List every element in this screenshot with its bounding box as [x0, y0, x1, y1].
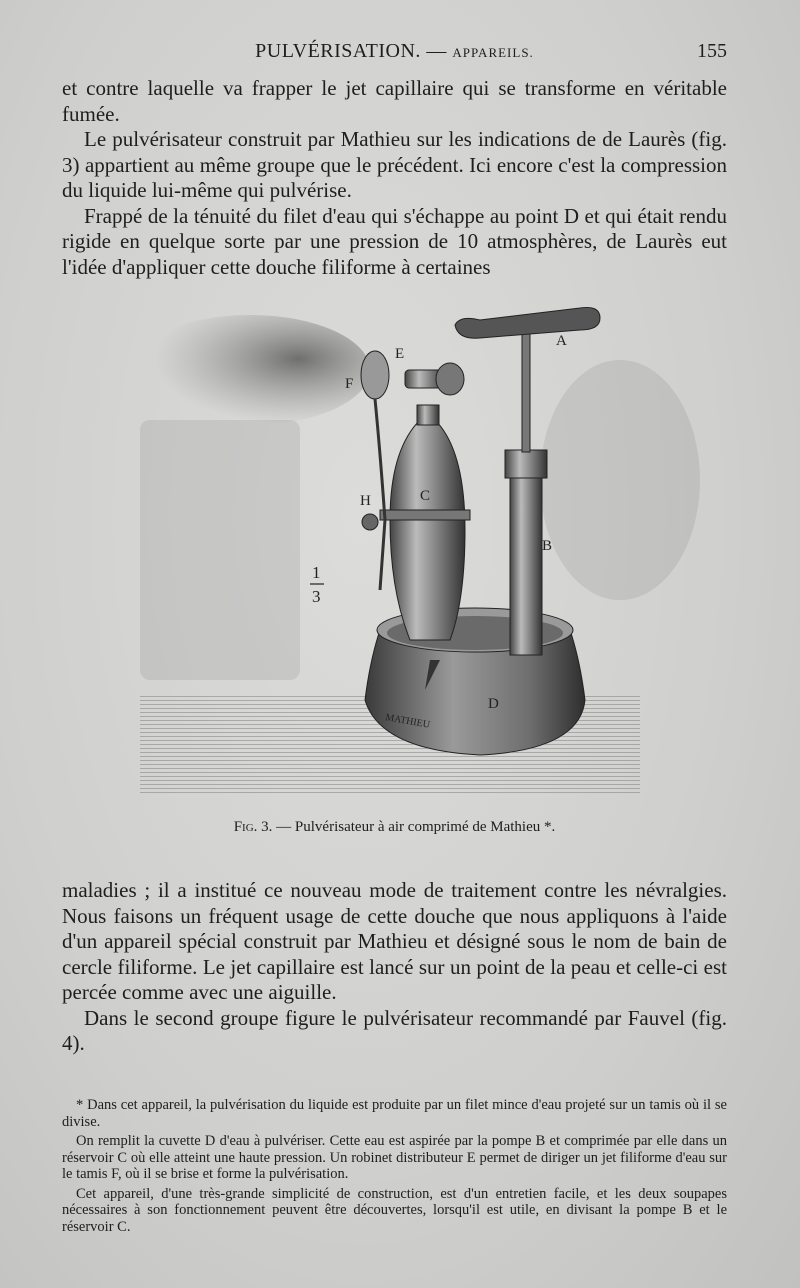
sieve [361, 351, 389, 399]
label-C: C [420, 488, 431, 504]
label-F: F [345, 376, 354, 392]
label-B: B [542, 538, 553, 554]
label-E: E [395, 346, 405, 362]
paragraph: Frappé de la ténuité du filet d'eau qui s'échappe au point D et qui était rendu rigide en quelque sorte par une pression de 10 atmosphères, de Laurès eut l'idée d'appliquer cette douche filiforme à certaines [62, 203, 727, 279]
pump-handle [455, 307, 600, 338]
figure-illustration [80, 300, 720, 820]
maker-stamp: MATHIEU [384, 712, 431, 731]
figure-caption [62, 819, 727, 836]
figure-number: Fig. 3. [233, 819, 273, 835]
label-A: A [556, 333, 567, 349]
footnote: On remplit la cuvette D d'eau à pulvériser. Cette eau est aspirée par la pompe B et comprimée par elle dans un réservoir C où elle atteint une haute pression. Un robinet distributeur E permet de diriger un jet filiforme d'eau sur le tamis F, où il se brise et forme la pulvérisation. [62, 1133, 727, 1182]
label-D: D [488, 696, 499, 712]
label-H: H [360, 493, 371, 509]
page-number: 155 [697, 40, 727, 62]
running-title [62, 40, 727, 63]
paragraph: et contre laquelle va frapper le jet capillaire qui se transforme en véritable fumée. [62, 76, 727, 126]
running-title-sub: APPAREILS. [452, 45, 534, 60]
body-text-bottom [62, 878, 727, 1057]
caption-text: — Pulvérisateur à air comprimé de Mathieu *. [272, 819, 556, 835]
body-text-top [62, 76, 727, 280]
sprayer-engraving [80, 300, 720, 820]
reservoir [390, 420, 465, 640]
paragraph: Le pulvérisateur construit par Mathieu sur les indications de de Laurès (fig. 3) appartient au même groupe que le précédent. Ici encore c'est la compression du liquide lui-même qui pulvérise. [62, 127, 727, 202]
scale-numerator: 1 [312, 563, 321, 582]
footnote: Cet appareil, d'une très-grande simplicité de construction, est d'un entretien facile, et les deux soupapes nécessaires à son fonctionnement peuvent être découvertes, lorsqu'il est utile, en divisant la pompe B et le réservoir C. [62, 1185, 727, 1235]
running-title-main: PULVÉRISATION. — [255, 40, 453, 62]
footnote: * Dans cet appareil, la pulvérisation du liquide est produite par un filet mince d'eau projeté sur un tamis où il se divise. [62, 1097, 727, 1130]
spray-cloud [130, 315, 370, 425]
paragraph: maladies ; il a institué ce nouveau mode de traitement contre les névralgies. Nous faisons un fréquent usage de cette douche que nous appliquons à l'aide d'un appareil spécial construit par Mathieu et désigné sous le nom de bain de cercle filiforme. Le jet capillaire est lancé sur un point de la peau et celle-ci est percée comme avec une aiguille. [62, 878, 727, 1004]
paragraph: Dans le second groupe figure le pulvérisateur recommandé par Fauvel (fig. 4). [62, 1005, 727, 1055]
page-header [62, 38, 727, 68]
scale-denominator: 3 [312, 587, 321, 606]
footnotes [62, 1097, 727, 1238]
